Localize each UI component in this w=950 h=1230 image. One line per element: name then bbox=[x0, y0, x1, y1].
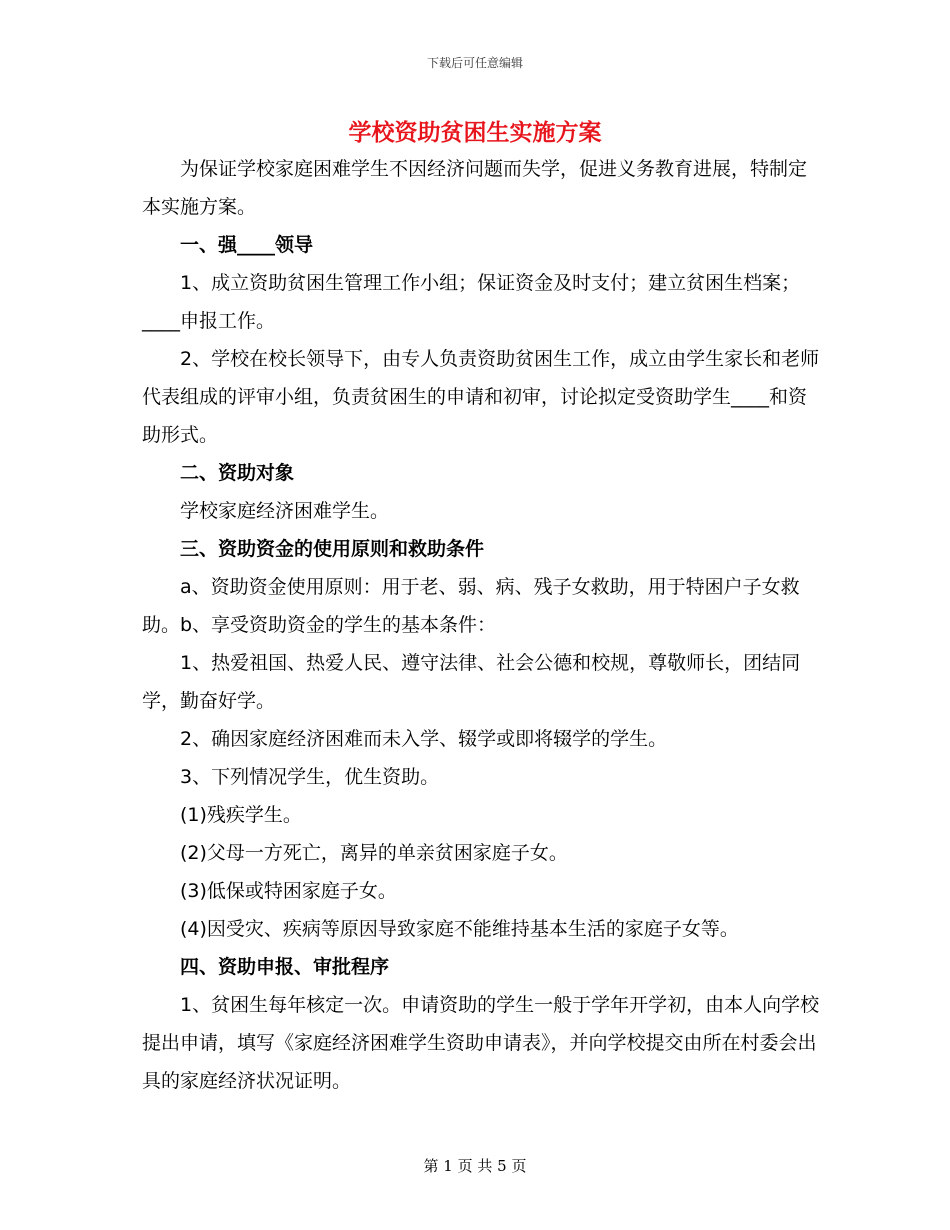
document-title: 学校资助贫困生实施方案 bbox=[348, 119, 602, 146]
list-item: (1)残疾学生。 bbox=[180, 804, 302, 826]
paragraph: a、资助资金使用原则：用于老、弱、病、残子女救助，用于特困户子女救助。b、享受资助资金的学生的基本条件： bbox=[142, 576, 800, 636]
paragraph: 学校家庭经济困难学生。 bbox=[180, 500, 390, 522]
paragraph: 3、下列情况学生，优生资助。 bbox=[180, 766, 440, 788]
paragraph: 2、学校在校长领导下，由专人负责资助贫困生工作，成立由学生家长和老师代表组成的评审小组，负责贫困生的申请和初审，讨论拟定受资助学生____和资助形式。 bbox=[142, 348, 820, 446]
page-number-footer: 第 1 页 共 5 页 bbox=[423, 1157, 527, 1175]
paragraph: 1、贫困生每年核定一次。申请资助的学生一般于学年开学初，由本人向学校提出申请，填写《家庭经济困难学生资助申请表》，并向学校提交由所在村委会出具的家庭经济状况证明。 bbox=[142, 994, 820, 1092]
paragraph: 2、确因家庭经济困难而未入学、辍学或即将辍学的学生。 bbox=[180, 728, 668, 750]
list-item: (4)因受灾、疾病等原因导致家庭不能维持基本生活的家庭子女等。 bbox=[180, 918, 739, 940]
document-body bbox=[142, 150, 822, 1100]
section-heading-3: 三、资助资金的使用原则和救助条件 bbox=[180, 538, 485, 560]
section-heading-2: 二、资助对象 bbox=[180, 462, 295, 484]
list-item: (3)低保或特困家庭子女。 bbox=[180, 880, 397, 902]
section-heading-4: 四、资助申报、审批程序 bbox=[180, 956, 390, 978]
paragraph: 1、热爱祖国、热爱人民、遵守法律、社会公德和校规，尊敬师长，团结同学，勤奋好学。 bbox=[142, 652, 801, 712]
page-header-note: 下载后可任意编辑 bbox=[426, 56, 523, 70]
section-heading-1: 一、强____领导 bbox=[180, 234, 314, 256]
paragraph: 1、成立资助贫困生管理工作小组；保证资金及时支付；建立贫困生档案；____申报工作。 bbox=[142, 272, 801, 332]
intro-paragraph: 为保证学校家庭困难学生不因经济问题而失学，促进义务教育进展，特制定本实施方案。 bbox=[142, 158, 808, 218]
list-item: (2)父母一方死亡，离异的单亲贫困家庭子女。 bbox=[180, 842, 568, 864]
